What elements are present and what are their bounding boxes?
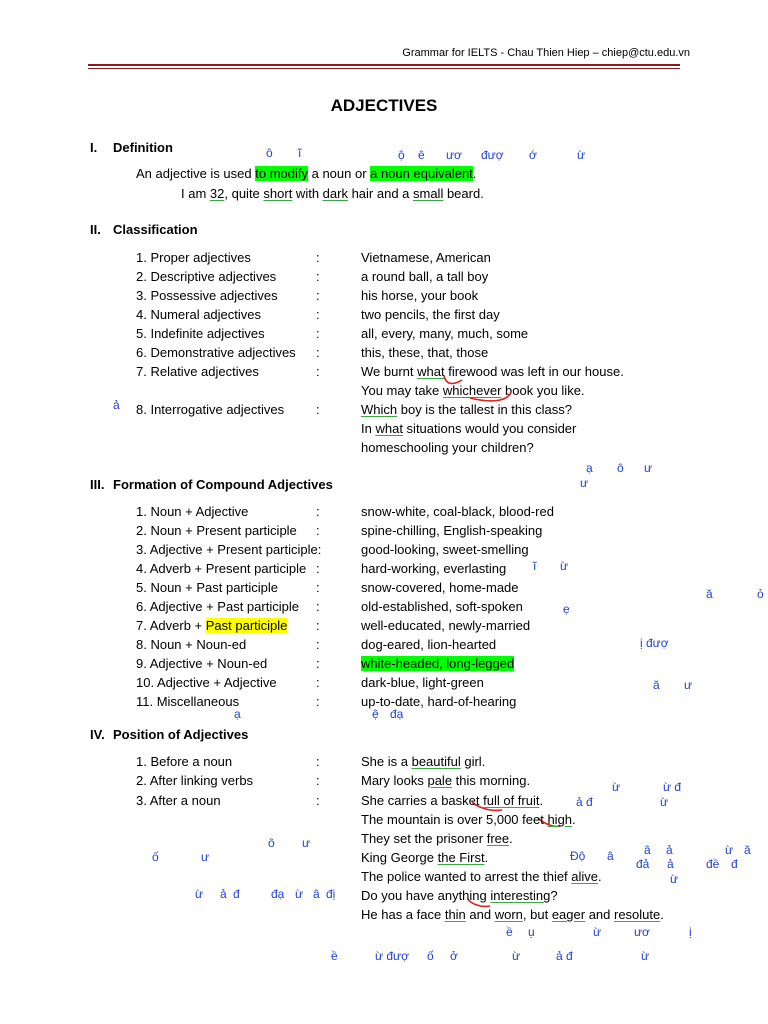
- diacritic-mark: ĩ: [298, 146, 302, 160]
- text-run: with: [292, 186, 323, 201]
- list-item-label: 5. Noun + Past participle: [136, 580, 278, 595]
- diacritic-mark: ừ: [660, 795, 669, 809]
- list-item-colon: :: [316, 754, 320, 769]
- text-run: King George: [361, 850, 438, 865]
- list-item-colon: :: [316, 618, 320, 633]
- list-item-colon: :: [316, 326, 320, 341]
- list-item-example: homeschooling your children?: [361, 440, 534, 455]
- diacritic-mark: ạ: [586, 461, 593, 475]
- list-item-example: Vietnamese, American: [361, 250, 491, 265]
- diacritic-mark: ị đượ: [640, 636, 669, 650]
- underlined-word: interesting: [490, 888, 551, 903]
- diacritic-mark: ả: [113, 398, 120, 412]
- text-run: 7. Adverb +: [136, 618, 206, 633]
- text-run: She is a: [361, 754, 412, 769]
- list-item-colon: :: [316, 402, 320, 417]
- diacritic-mark: ừ: [670, 872, 679, 886]
- highlight: white-headed, long-legged: [361, 656, 515, 671]
- list-item-example: spine-chilling, English-speaking: [361, 523, 543, 538]
- diacritic-mark: ă: [744, 843, 751, 857]
- underlined-word: whichever: [442, 383, 502, 398]
- diacritic-mark: ừ đượ: [375, 949, 409, 963]
- text-run: She carries a basket: [361, 793, 484, 808]
- list-item-label: 2. Noun + Present participle: [136, 523, 297, 538]
- text-run: and: [585, 907, 614, 922]
- diacritic-mark: ừ: [593, 925, 602, 939]
- diacritic-mark: ừ: [512, 949, 521, 963]
- list-item-colon: :: [316, 599, 320, 614]
- diacritic-mark: ă: [706, 587, 713, 601]
- list-item-colon: :: [316, 504, 320, 519]
- list-item-label: 4. Adverb + Present participle: [136, 561, 307, 576]
- annotation-arrow: [470, 392, 511, 401]
- diacritic-mark: ừ: [577, 148, 586, 162]
- underlined-word: high: [547, 812, 573, 827]
- diacritic-mark: đị: [326, 887, 336, 901]
- diacritic-mark: ả đ: [576, 795, 593, 809]
- page-title: ADJECTIVES: [330, 96, 438, 115]
- diacritic-mark: ừ: [295, 887, 304, 901]
- text-run: book you like.: [501, 383, 585, 398]
- list-item-label: 9. Adjective + Noun-ed: [136, 656, 268, 671]
- list-item-label: 6. Adjective + Past participle: [136, 599, 299, 614]
- underlined-word: eager: [551, 907, 586, 922]
- text-run: We burnt: [361, 364, 418, 379]
- diacritic-mark: ô: [268, 836, 275, 850]
- list-item-colon: :: [316, 269, 320, 284]
- text-run: , quite: [224, 186, 264, 201]
- diacritic-mark: ề: [331, 949, 338, 963]
- list-item-label: 2. After linking verbs: [136, 773, 254, 788]
- list-item-label: 1. Proper adjectives: [136, 250, 251, 265]
- text-run: .: [660, 907, 664, 922]
- list-item-example: [361, 812, 576, 827]
- text-run: beard.: [443, 186, 484, 201]
- list-item-example: two pencils, the first day: [361, 307, 500, 322]
- diacritic-mark: ả đ: [556, 949, 573, 963]
- diacritic-mark: ả: [666, 843, 673, 857]
- underlined-word: the First: [437, 850, 485, 865]
- list-item-label: 3. After a noun: [136, 793, 221, 808]
- diacritic-mark: ă: [653, 678, 660, 692]
- section-number: IV.: [90, 727, 105, 742]
- diacritic-mark: ỏ: [757, 587, 764, 601]
- diacritic-mark: ư: [684, 678, 693, 692]
- underlined-word: thin: [444, 907, 466, 922]
- list-item-example: [361, 850, 488, 865]
- text-run: firewood was left in our house.: [444, 364, 624, 379]
- list-item-colon: :: [316, 364, 320, 379]
- underlined-word: pale: [427, 773, 453, 788]
- list-item-colon: :: [316, 773, 320, 788]
- text-run: and: [465, 907, 495, 922]
- diacritic-mark: â: [607, 849, 614, 863]
- list-item-example: [361, 754, 485, 769]
- diacritic-mark: ả: [667, 857, 674, 871]
- diacritic-mark: ẹ: [563, 602, 570, 616]
- diacritic-mark: ươ: [446, 148, 462, 162]
- diacritic-mark: ươ: [634, 925, 650, 939]
- text-run: In: [361, 421, 376, 436]
- section-number: I.: [90, 140, 98, 155]
- diacritic-mark: đạ: [390, 707, 404, 721]
- list-item-example: [361, 831, 513, 846]
- list-item-label: 8. Noun + Noun-ed: [136, 637, 247, 652]
- list-item-colon: :: [316, 694, 320, 709]
- diacritic-mark: ụ: [528, 925, 535, 939]
- list-item-label: 3. Possessive adjectives: [136, 288, 278, 303]
- list-item-label: 2. Descriptive adjectives: [136, 269, 277, 284]
- list-item-example: good-looking, sweet-smelling: [361, 542, 529, 557]
- diacritic-mark: ô: [617, 461, 624, 475]
- underlined-word: Which: [361, 402, 398, 417]
- underlined-word: alive: [571, 869, 599, 884]
- diacritic-mark: ị: [689, 925, 692, 939]
- text-run: a noun or: [307, 166, 371, 181]
- text-run: The police wanted to arrest the thief: [361, 869, 572, 884]
- list-item-example: dark-blue, light-green: [361, 675, 484, 690]
- text-run: ?: [550, 888, 558, 903]
- diacritic-mark: ớ: [529, 148, 537, 162]
- diacritic-mark: ĩ: [533, 559, 537, 573]
- text-run: You may take: [361, 383, 443, 398]
- underlined-word: full of fruit: [483, 793, 540, 808]
- text-run: .: [539, 793, 544, 808]
- text-run: An adjective is used: [136, 166, 256, 181]
- text-run: He has a face: [361, 907, 445, 922]
- diacritic-mark: ư: [201, 850, 210, 864]
- list-item-colon: :: [316, 561, 320, 576]
- diacritic-mark: ở: [450, 949, 458, 963]
- list-item-label: 3. Adjective + Present participle:: [136, 542, 322, 557]
- section-title: Position of Adjectives: [113, 727, 249, 742]
- diacritic-mark: ả: [220, 887, 227, 901]
- highlight: a noun equivalent: [370, 166, 473, 181]
- list-item-colon: :: [316, 637, 320, 652]
- list-item-label: 5. Indefinite adjectives: [136, 326, 265, 341]
- list-item-colon: :: [316, 793, 320, 808]
- text-run: They set the prisoner: [361, 831, 487, 846]
- diacritic-mark: ạ: [234, 707, 241, 721]
- list-item-colon: :: [316, 656, 320, 671]
- list-item-example: [361, 793, 543, 808]
- page-header: Grammar for IELTS - Chau Thien Hiep – chiep@ctu.edu.vn: [402, 47, 690, 59]
- diacritic-mark: ừ đ: [663, 780, 682, 794]
- list-item-colon: :: [316, 523, 320, 538]
- underlined-word: resolute: [614, 907, 661, 922]
- list-item-colon: :: [316, 345, 320, 360]
- diacritic-mark: đ: [233, 887, 240, 901]
- list-item-example: his horse, your book: [361, 288, 479, 303]
- list-item-example: old-established, soft-spoken: [361, 599, 523, 614]
- text-run: this morning.: [452, 773, 531, 788]
- underlined-word: short: [263, 186, 293, 201]
- underlined-word: 32: [209, 186, 225, 201]
- section-number: II.: [90, 222, 101, 237]
- list-item-colon: :: [316, 288, 320, 303]
- list-item-example: all, every, many, much, some: [361, 326, 529, 341]
- list-item-label: [136, 618, 287, 633]
- section-number: III.: [90, 477, 105, 492]
- text-run: , but: [522, 907, 552, 922]
- underlined-word: what: [375, 421, 403, 436]
- diacritic-mark: đ: [731, 857, 738, 871]
- underlined-word: beautiful: [411, 754, 461, 769]
- diacritic-mark: ư: [580, 476, 589, 490]
- diacritic-mark: ộ: [398, 148, 405, 162]
- text-run: .: [484, 850, 489, 865]
- diacritic-mark: ê: [418, 148, 425, 162]
- list-item-label: 8. Interrogative adjectives: [136, 402, 285, 417]
- text-run: The mountain is over 5,000 feet: [361, 812, 548, 827]
- diacritic-mark: ừ: [725, 843, 734, 857]
- diacritic-mark: ừ: [612, 780, 621, 794]
- list-item-example: a round ball, a tall boy: [361, 269, 489, 284]
- underlined-word: dark: [322, 186, 348, 201]
- text-run: Do you have anything: [361, 888, 491, 903]
- diacritic-mark: đạ: [271, 887, 285, 901]
- list-item-label: 11. Miscellaneous: [136, 694, 240, 709]
- list-item-example: [361, 773, 530, 788]
- list-item-example: up-to-date, hard-of-hearing: [361, 694, 517, 709]
- diacritic-mark: đả: [636, 857, 650, 871]
- list-item-label: 4. Numeral adjectives: [136, 307, 261, 322]
- text-run: .: [509, 831, 513, 846]
- diacritic-mark: ố: [427, 949, 434, 963]
- list-item-example: hard-working, everlasting: [361, 561, 507, 576]
- list-item-colon: :: [316, 307, 320, 322]
- text-run: situations would you consider: [402, 421, 577, 436]
- underlined-word: free: [486, 831, 510, 846]
- text-run: I am: [181, 186, 210, 201]
- highlight: to modify: [255, 166, 308, 181]
- underlined-word: what: [417, 364, 445, 379]
- text-run: boy is the tallest in this class?: [397, 402, 572, 417]
- text-run: hair and a: [347, 186, 413, 201]
- list-item-label: 6. Demonstrative adjectives: [136, 345, 296, 360]
- diacritic-mark: ố: [152, 850, 159, 864]
- list-item-colon: :: [316, 675, 320, 690]
- list-item-example: snow-covered, home-made: [361, 580, 519, 595]
- list-item-colon: :: [316, 580, 320, 595]
- diacritic-mark: ề: [506, 925, 513, 939]
- list-item-colon: :: [316, 250, 320, 265]
- section-title: Definition: [113, 140, 173, 155]
- list-item-label: 7. Relative adjectives: [136, 364, 259, 379]
- list-item-example: [361, 888, 558, 903]
- diacritic-mark: đề: [706, 857, 720, 871]
- diacritic-mark: â: [644, 843, 651, 857]
- text-run: girl.: [460, 754, 486, 769]
- diacritic-mark: ư: [644, 461, 653, 475]
- annotation-arrow: [444, 376, 462, 383]
- list-item-label: 10. Adjective + Adjective: [136, 675, 277, 690]
- section-title: Formation of Compound Adjectives: [113, 477, 333, 492]
- diacritic-mark: ừ: [560, 559, 569, 573]
- text-run: .: [598, 869, 602, 884]
- diacritic-mark: â: [313, 887, 320, 901]
- list-item-label: 1. Noun + Adjective: [136, 504, 249, 519]
- list-item-example: this, these, that, those: [361, 345, 489, 360]
- text-run: Mary looks: [361, 773, 428, 788]
- list-item-example: [361, 869, 602, 884]
- list-item-example: well-educated, newly-married: [361, 618, 531, 633]
- section-title: Classification: [113, 222, 198, 237]
- list-item-example: dog-eared, lion-hearted: [361, 637, 497, 652]
- text-run: .: [472, 166, 477, 181]
- diacritic-mark: ừ: [641, 949, 650, 963]
- diacritic-mark: ư: [302, 836, 311, 850]
- diacritic-mark: ừ: [195, 887, 204, 901]
- list-item-example: [361, 656, 514, 671]
- diacritic-mark: Độ: [570, 849, 586, 863]
- underlined-word: small: [413, 186, 444, 201]
- diacritic-mark: đượ: [481, 148, 504, 162]
- list-item-example: [361, 907, 664, 922]
- list-item-example: snow-white, coal-black, blood-red: [361, 504, 554, 519]
- diacritic-mark: ệ: [372, 707, 379, 721]
- underlined-word: worn: [494, 907, 523, 922]
- diacritic-mark: ô: [266, 146, 273, 160]
- highlight: Past participle: [205, 618, 288, 633]
- text-run: .: [572, 812, 576, 827]
- list-item-label: 1. Before a noun: [136, 754, 233, 769]
